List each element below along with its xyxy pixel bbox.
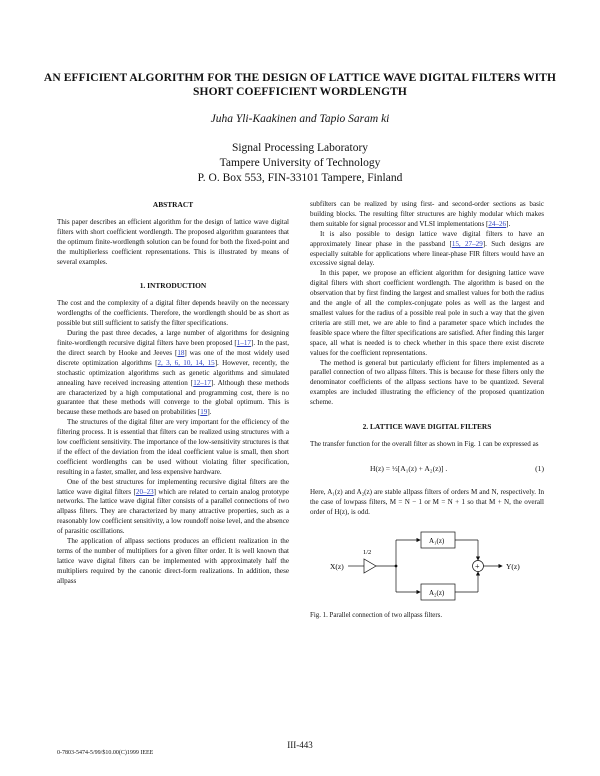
paragraph: The application of allpass sections produces an efficient realization in the terms of the number of multipliers for a given filter order. It is well known that lattice wave digital filters can be implemented with approximately half the multipliers required by the canonic direct-form realizations. In addition, these allpass xyxy=(57,537,289,585)
paragraph: In this paper, we propose an efficient algorithm for designing lattice wave digital filters with short coefficient wordlength. The algorithm is based on the observation that by first finding the largest and smallest values for both the radius and the angle of all the complex-conjugate poles as well as the largest and smallest values for the radius of a possible real pole in such a way that the given criteria are still met, we are able to find a parameter space which includes the feasible space where the filter specifications are satisfied. After finding this larger space, all what is needed is to check whether in this space there exist discrete values for the coefficient representations. xyxy=(310,269,544,357)
equation-formula: H(z) = ½[A₁(z) + A₂(z)] . xyxy=(370,463,448,473)
citation-link[interactable]: 15, 27–29 xyxy=(451,239,483,248)
figure-1 xyxy=(310,524,544,609)
block1-label: A₁(z) xyxy=(429,536,445,545)
paragraph: Here, A₁(z) and A₂(z) are stable allpass filters of orders M and N, respectively. In the case of lowpass filters, M = N − 1 or M = N + 1 so that M + N, the overall order of H(z), is odd. xyxy=(310,487,544,516)
page-number: III-443 xyxy=(287,740,313,750)
section-heading: 1. INTRODUCTION xyxy=(139,281,207,291)
citation-link[interactable]: 12–17 xyxy=(193,378,211,387)
paragraph: The structures of the digital filter are very important for the efficiency of the filtering process. It is essential that filters can be realized using structures with a low coefficient sensitivity. The importance of the low-sensitivity structures is that if the effect of the deviation from the ideal coefficient value is small, then short coefficient wordlengths can be used without violating filter specification, resulting in a faster, smaller, and less expensive hardware. xyxy=(57,418,289,476)
section-heading: 2. LATTICE WAVE DIGITAL FILTERS xyxy=(362,422,492,432)
output-label: Y(z) xyxy=(506,561,520,571)
citation-link[interactable]: 24–26 xyxy=(488,219,507,228)
authors: Juha Yli-Kaakinen and Tapio Saram ki xyxy=(210,113,390,125)
paragraph: The cost and the complexity of a digital filter depends heavily on the necessary wordlengths of the coefficients. Therefore, the wordlength should be as short as possible but still sufficient to satisfy the filter specifications. xyxy=(57,299,289,328)
citation-link[interactable]: 2, 3, 6, 10, 14, 15 xyxy=(157,358,215,367)
citation-link[interactable]: 19 xyxy=(200,408,208,417)
affiliation-line: Signal Processing Laboratory xyxy=(231,142,369,154)
adder-symbol: + xyxy=(475,561,480,571)
input-label: X(z) xyxy=(330,561,344,571)
equation-1 xyxy=(310,462,544,478)
gain-label: 1/2 xyxy=(363,548,372,556)
gain-triangle xyxy=(364,559,376,573)
paper-title: AN EFFICIENT ALGORITHM FOR THE DESIGN OF LATTICE WAVE DIGITAL FILTERS WITH SHORT COEFFICIENT WORDLENGTH xyxy=(43,72,557,98)
paragraph: subfilters can be realized by using first- and second-order sections as basic building blocks. The resulting filter structures are highly modular which makes them suitable for signal processor and VLSI implementations [24–26]. xyxy=(310,200,544,228)
abstract-text: This paper describes an efficient algorithm for the design of lattice wave digital filters with short coefficient wordlength. The proposed algorithm guarantees that the optimum finite-wordlength solution can be found for both the fixed-point and the multiplierless coefficient representations. This is illustrated by means of several examples. xyxy=(57,217,289,266)
right-column xyxy=(310,200,544,620)
paragraph: The method is general but particularly efficient for filters implemented as a parallel connection of two allpass filters. This is because for these filters only the denominator coefficients of the allpass sections have to be quantized. Several examples are included illustrating the efficiency of the proposed quantization scheme. xyxy=(310,358,544,407)
block-diagram xyxy=(310,524,544,609)
citation-link[interactable]: 20–23 xyxy=(135,487,154,496)
block2-label: A₂(z) xyxy=(429,588,445,597)
affiliation xyxy=(0,141,600,186)
paragraph: The transfer function for the overall filter as shown in Fig. 1 can be expressed as xyxy=(310,439,539,448)
paragraph: During the past three decades, a large number of algorithms for designing finite-wordlength recursive digital filters have been proposed [1–17]. In the past, the direct search by Hooke and Jeeves [18] was one of the most widely used discrete optimization algorithms [2, 3, 6, 10, 14, 15]. However, recently, the stochastic optimization algorithms such as genetic algorithms and simulated annealing have received increasing attention [12–17]. Although these methods are characterized by a high computational and programming cost, there is no guarantee that these methods will converge to the global optimum. This is because these methods are based on probabilities [19]. xyxy=(57,329,290,417)
affiliation-line: P. O. Box 553, FIN-33101 Tampere, Finland xyxy=(197,172,403,184)
citation-link[interactable]: 18 xyxy=(177,348,185,357)
abstract-heading: ABSTRACT xyxy=(152,200,194,209)
equation-number: (1) xyxy=(535,463,544,473)
paragraph: One of the best structures for implementing recursive digital filters are the lattice wave digital filters [20–23] which are related to certain analog prototype networks. The lattice wave digital filter consists of a parallel connections of two allpass filters. They are characterized by many attractive properties, such as a reasonably low coefficient sensitivity, a low roundoff noise level, and the absence of parasitic oscillations. xyxy=(57,477,289,536)
paragraph: It is also possible to design lattice wave digital filters to have an approximately linear phase in the passband [15, 27–29]. Such designs are especially suitable for applications where linear-phase FIR filters would have an excessive signal delay. xyxy=(310,229,545,268)
citation-link[interactable]: 1–17 xyxy=(236,338,251,347)
affiliation-line: Tampere University of Technology xyxy=(219,157,381,169)
left-column xyxy=(57,200,289,587)
copyright-line: 0-7803-5474-5/99/$10.00(C)1999 IEEE xyxy=(57,750,154,756)
figure-caption: Fig. 1. Parallel connection of two allpass filters. xyxy=(310,611,443,619)
